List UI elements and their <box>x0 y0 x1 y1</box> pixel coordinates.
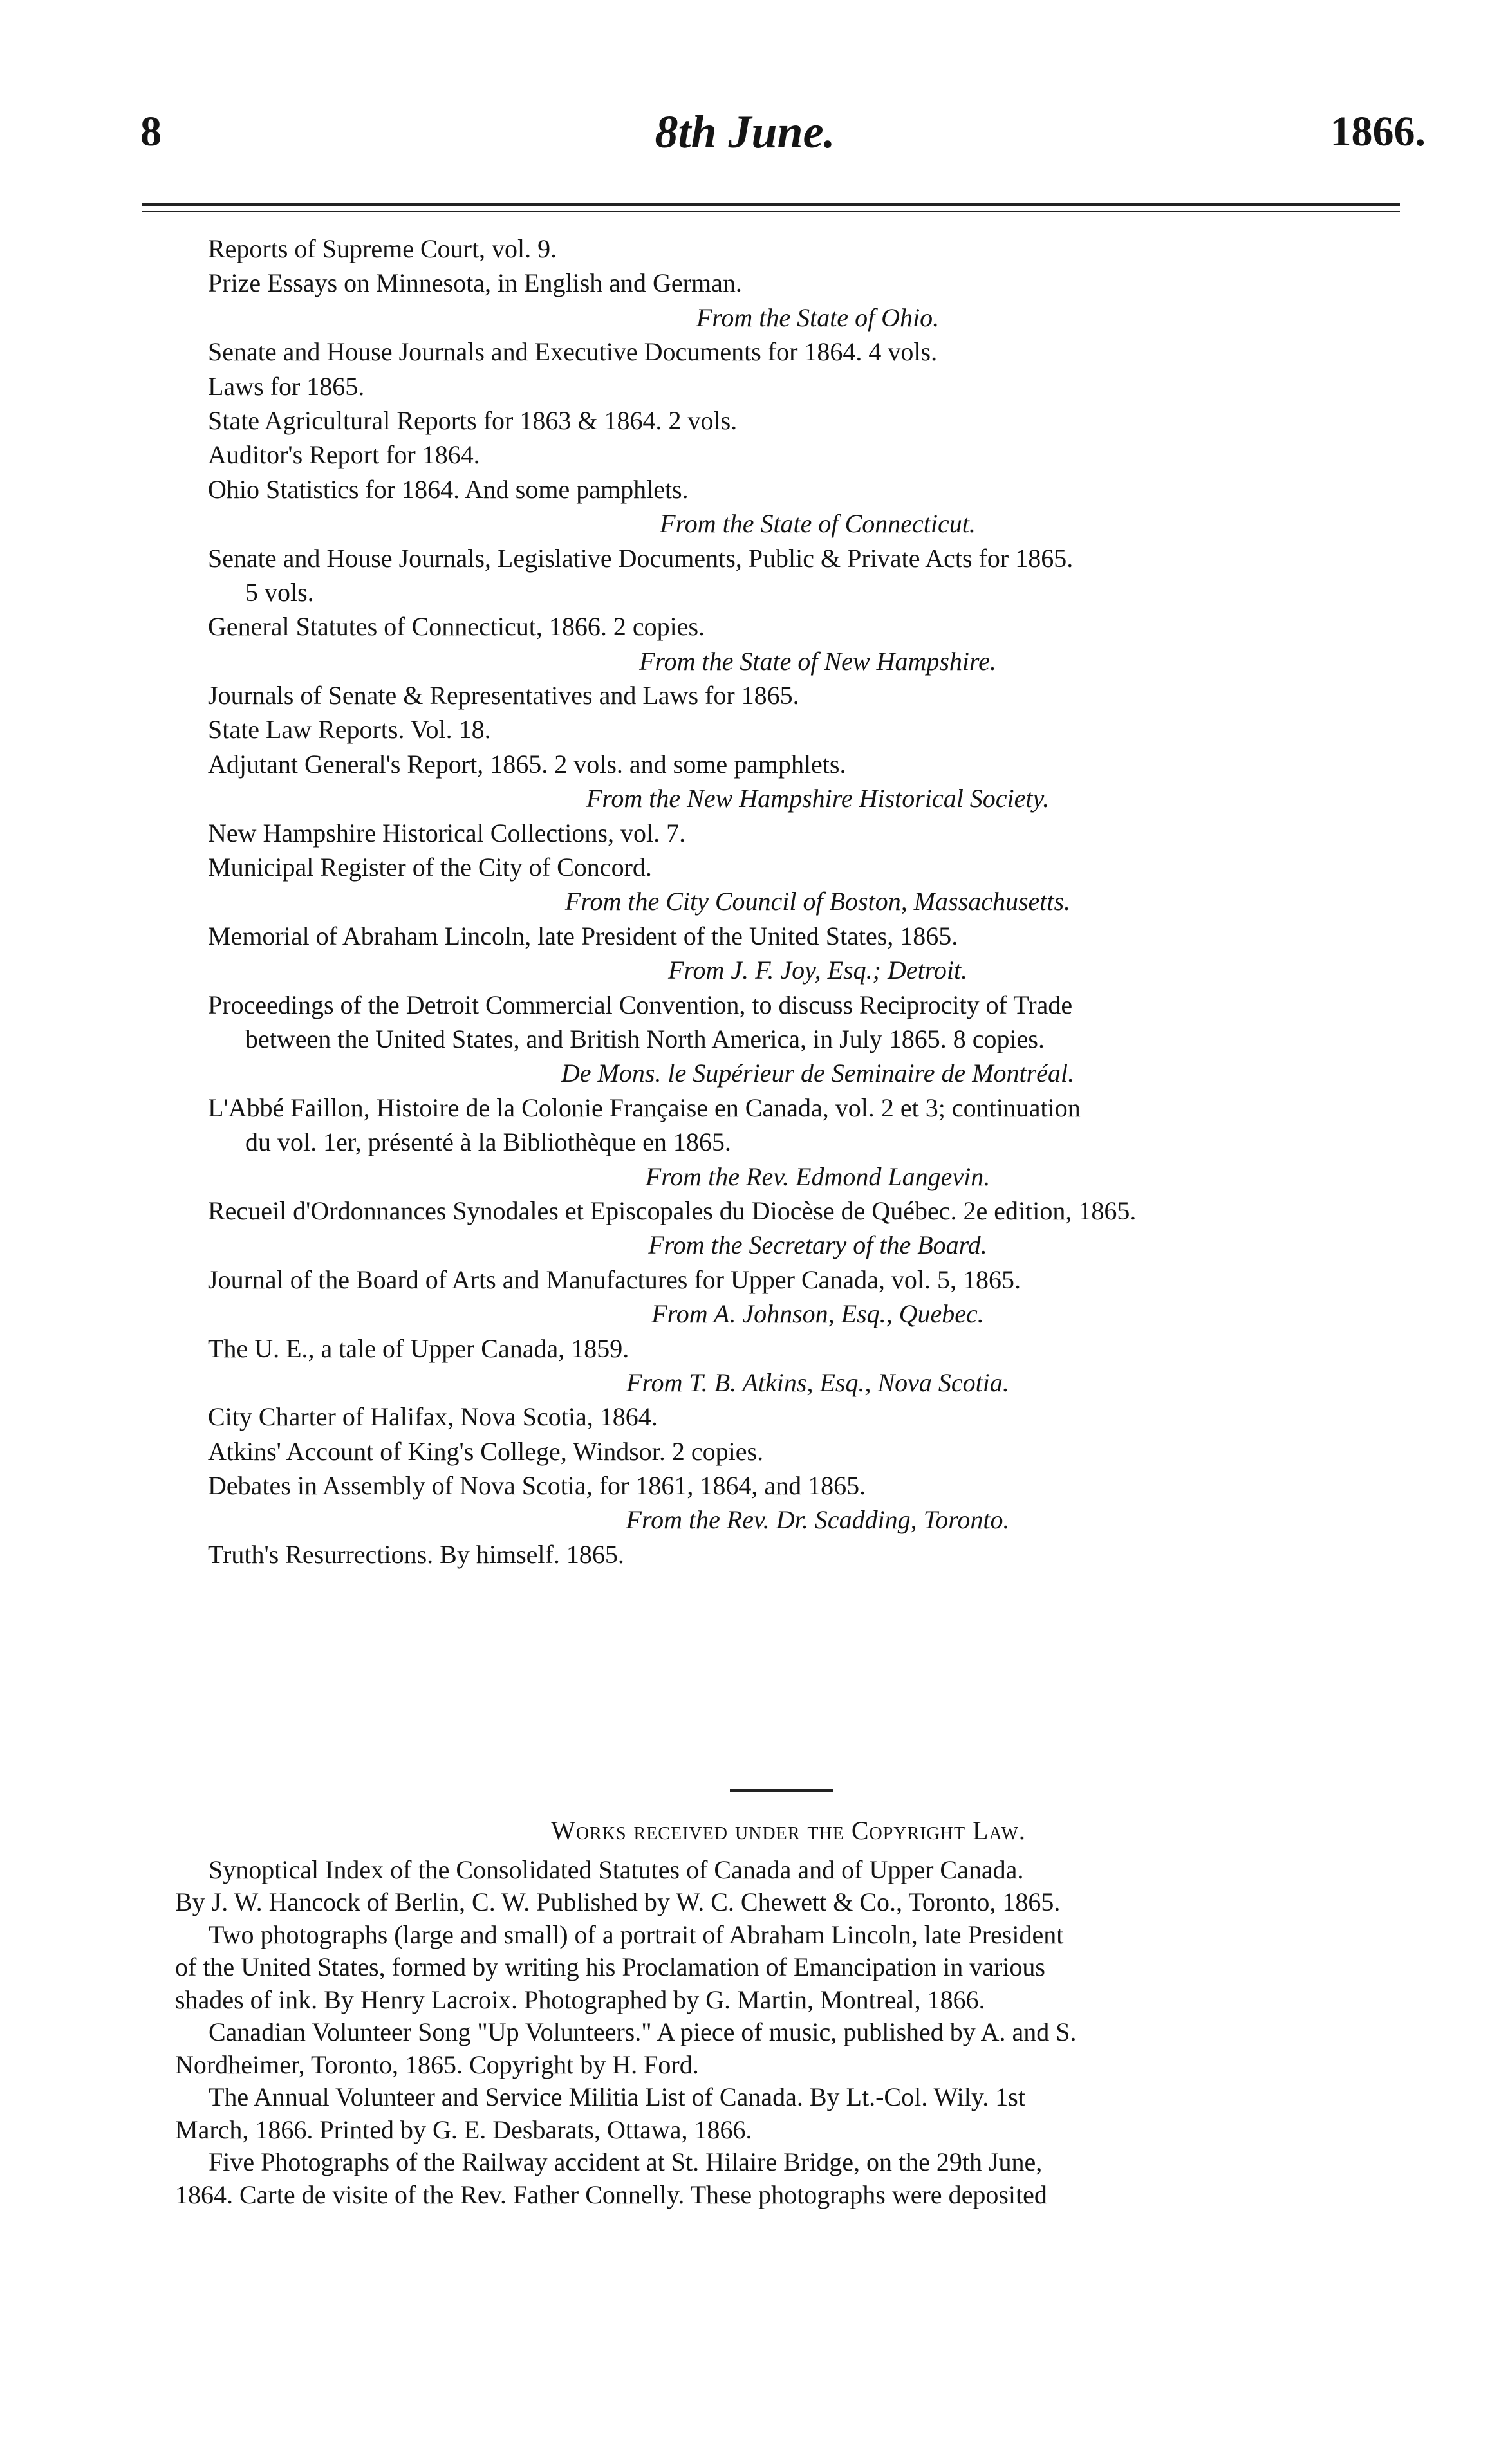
copyright-entry-line: The Annual Volunteer and Service Militia List of Canada. By Lt.-Col. Wily. 1st <box>209 2082 1025 2111</box>
donation-entry: Journal of the Board of Arts and Manufactures for Upper Canada, vol. 5, 1865. <box>208 1264 1021 1294</box>
entry-continuation: between the United States, and British North America, in July 1865. 8 copies. <box>245 1024 1045 1053</box>
donation-entry: Laws for 1865. <box>208 371 365 401</box>
donation-entry: State Law Reports. Vol. 18. <box>208 715 491 745</box>
donation-entry: Auditor's Report for 1864. <box>208 440 480 470</box>
section-divider <box>730 1789 833 1792</box>
donations-list <box>208 232 1402 1571</box>
donation-entry: Debates in Assembly of Nova Scotia, for 1861, 1864, and 1865. <box>208 1471 866 1501</box>
donation-entry: State Agricultural Reports for 1863 & 1864. 2 vols. <box>208 405 738 435</box>
donation-entry: Reports of Supreme Court, vol. 9. <box>208 234 557 263</box>
donor-heading: From the State of Ohio. <box>696 302 940 332</box>
donation-entry: The U. E., a tale of Upper Canada, 1859. <box>208 1333 629 1363</box>
donation-entry: Adjutant General's Report, 1865. 2 vols. and some pamphlets. <box>208 749 846 779</box>
entry-continuation: du vol. 1er, présenté à la Bibliothèque en 1865. <box>245 1127 731 1157</box>
header-rule-thick <box>142 203 1400 206</box>
donation-entry: Senate and House Journals and Executive Documents for 1864. 4 vols. <box>208 337 938 367</box>
copyright-entry-line: of the United States, formed by writing his Proclamation of Emancipation in various <box>175 1952 1045 1981</box>
copyright-entry-line: Two photographs (large and small) of a portrait of Abraham Lincoln, late President <box>209 1920 1064 1949</box>
page-number: 8 <box>140 108 162 155</box>
donor-heading: De Mons. le Supérieur de Seminaire de Montréal. <box>561 1059 1075 1088</box>
donor-heading: From the State of New Hampshire. <box>639 646 996 676</box>
entry-continuation: 5 vols. <box>245 577 314 607</box>
copyright-heading: Works received under the Copyright Law. <box>551 1816 1026 1845</box>
copyright-entry-line: March, 1866. Printed by G. E. Desbarats, Ottawa, 1866. <box>175 2115 752 2144</box>
donor-heading: From J. F. Joy, Esq.; Detroit. <box>667 956 968 985</box>
copyright-entry-line: By J. W. Hancock of Berlin, C. W. Published by W. C. Chewett & Co., Toronto, 1865. <box>175 1887 1061 1916</box>
page-date-heading: 8th June. <box>655 106 835 158</box>
copyright-entry-line: Nordheimer, Toronto, 1865. Copyright by H. Ford. <box>175 2050 699 2079</box>
copyright-entries <box>175 1854 1402 2212</box>
donation-entry: Senate and House Journals, Legislative Documents, Public & Private Acts for 1865. <box>208 543 1074 573</box>
header-rule-thin <box>142 211 1400 212</box>
copyright-entry-line: Canadian Volunteer Song "Up Volunteers." A piece of music, published by A. and S. <box>209 2017 1077 2046</box>
copyright-entry-line: Five Photographs of the Railway accident at St. Hilaire Bridge, on the 29th June, <box>209 2147 1043 2176</box>
donor-heading: From the New Hampshire Historical Society. <box>586 784 1050 813</box>
donation-entry: Proceedings of the Detroit Commercial Convention, to discuss Reciprocity of Trade <box>208 990 1073 1019</box>
copyright-entry-line: shades of ink. By Henry Lacroix. Photographed by G. Martin, Montreal, 1866. <box>175 1985 985 2014</box>
donor-heading: From the Rev. Edmond Langevin. <box>645 1162 991 1191</box>
copyright-section <box>175 1815 1402 2211</box>
donation-entry: Prize Essays on Minnesota, in English and German. <box>208 268 742 298</box>
donor-heading: From the City Council of Boston, Massachusetts. <box>564 887 1071 916</box>
donation-entry: General Statutes of Connecticut, 1866. 2 copies. <box>208 612 705 642</box>
donation-entry: New Hampshire Historical Collections, vol. 7. <box>208 818 686 848</box>
donor-heading: From the State of Connecticut. <box>660 509 976 539</box>
donation-entry: Journals of Senate & Representatives and Laws for 1865. <box>208 681 799 710</box>
copyright-entry-line: 1864. Carte de visite of the Rev. Father Connelly. These photographs were deposited <box>175 2180 1047 2209</box>
donor-heading: From A. Johnson, Esq., Quebec. <box>651 1299 984 1329</box>
donor-heading: From T. B. Atkins, Esq., Nova Scotia. <box>626 1367 1009 1397</box>
donation-entry: Ohio Statistics for 1864. And some pamphlets. <box>208 474 689 504</box>
donation-entry: City Charter of Halifax, Nova Scotia, 1864. <box>208 1402 658 1432</box>
copyright-entry-line: Synoptical Index of the Consolidated Statutes of Canada and of Upper Canada. <box>209 1855 1024 1884</box>
donor-heading: From the Secretary of the Board. <box>648 1230 987 1260</box>
donation-entry: Truth's Resurrections. By himself. 1865. <box>208 1539 624 1569</box>
donor-heading: From the Rev. Dr. Scadding, Toronto. <box>626 1505 1010 1535</box>
donation-entry: Municipal Register of the City of Concord. <box>208 853 652 882</box>
donation-entry: Memorial of Abraham Lincoln, late President of the United States, 1865. <box>208 921 958 950</box>
donation-entry: Atkins' Account of King's College, Windsor. 2 copies. <box>208 1436 764 1466</box>
donation-entry: L'Abbé Faillon, Histoire de la Colonie Française en Canada, vol. 2 et 3; continuation <box>208 1093 1081 1122</box>
donation-entry: Recueil d'Ordonnances Synodales et Episcopales du Diocèse de Québec. 2e edition, 1865. <box>208 1196 1137 1225</box>
page-year: 1866. <box>1330 108 1426 155</box>
